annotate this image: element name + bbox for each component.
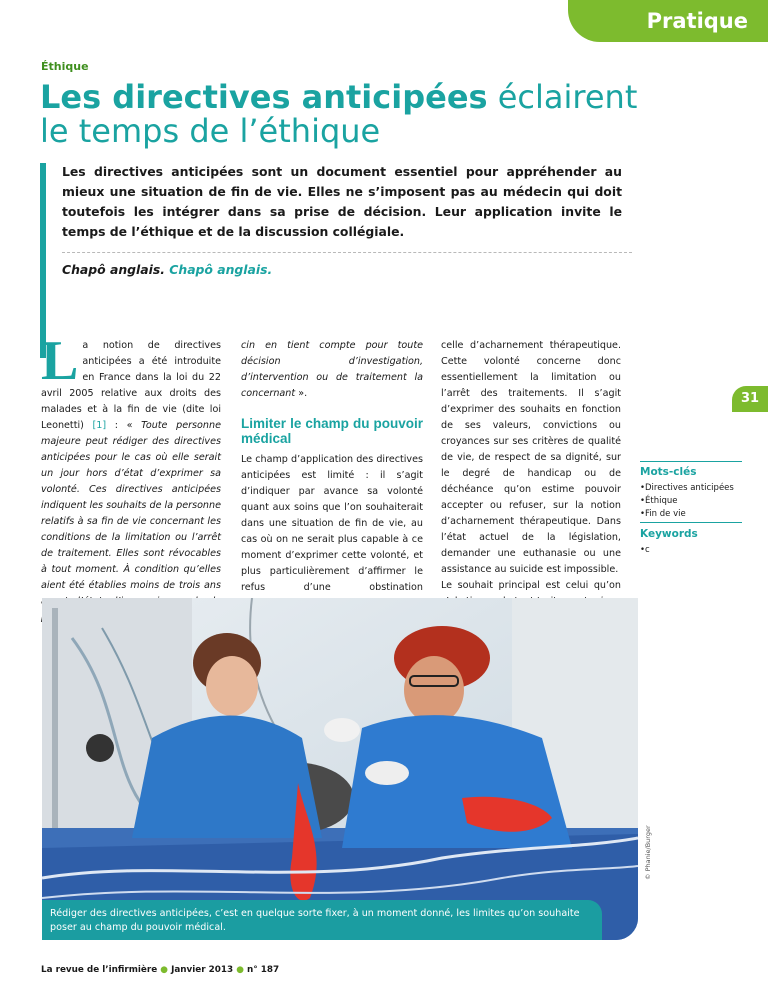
rubric-label: Éthique [41, 60, 89, 73]
keywords-box [640, 528, 742, 557]
article-title [40, 80, 680, 148]
lead-accent-bar [40, 163, 46, 358]
abstract-part-1: Chapô anglais. [62, 262, 165, 277]
mots-cles-title: Mots-clés [640, 466, 697, 478]
title-second-line: le temps de l’éthique [40, 112, 381, 150]
page-footer [41, 965, 279, 975]
issue-number: n° 187 [246, 965, 280, 975]
lead-paragraph: Les directives anticipées sont un document essentiel pour appréhender au mieux une situation de fin de vie. Elles ne s’imposent pas au médecin qui doit toutefois les intégrer dans sa prise de décision. Leur application invite le temps de l’éthique et de la discussion collégiale. [62, 164, 622, 239]
col1-text-b: : « [106, 420, 142, 431]
abstract-part-2: Chapô anglais. [164, 262, 273, 277]
footer-separator-dot: ● [236, 965, 244, 975]
col3-text-a: celle d’acharnement thérapeutique. Cette volonté concerne donc essentiellement la limitation ou l’arrêt des traitements. Il s’agit d’exprimer des souhaits en fonction de ses valeurs, convictions ou croyances sur ses critères de qualité de vie, de respect de sa dignité, sur le degré de handicap ou de déchéance qu’on estime pouvoir accepter ou refuser, sur la notion d’acharnement thérapeutique. Dans l’état actuel de la législation, demander une euthanasie ou une assistance au suicide est impossible. [441, 340, 621, 575]
keyword-item: • Directives anticipées [640, 482, 742, 495]
footer-separator-dot: ● [160, 965, 168, 975]
dashed-separator [62, 252, 632, 253]
photo-illustration [42, 598, 638, 940]
title-bold-part: Les directives anticipées [40, 78, 488, 116]
section-subheading: Limiter le champ du pouvoir médical [241, 416, 423, 446]
mots-cles-list [640, 482, 742, 521]
keyword-item: • Éthique [640, 495, 742, 508]
sidebar-rule-middle [640, 522, 742, 523]
keywords-list [640, 544, 742, 557]
journal-name: La revue de l’infirmière [41, 965, 158, 975]
title-light-part: éclairent [487, 78, 638, 116]
photo-credit: © Phanie/Burger [644, 825, 652, 880]
quote-end: ». [295, 388, 308, 399]
body-column-1 [41, 330, 221, 626]
mots-cles-box [640, 466, 742, 521]
col1-text: a notion de directives anticipées a été introduite en France dans la loi du 22 avril 2005 relative aux droits des malades et à la fin de vie (dite loi Leonetti) [41, 340, 221, 431]
reference-link[interactable]: [1] [92, 420, 107, 431]
english-abstract [62, 262, 272, 277]
col2-text: Le champ d’application des directives anticipées est limité : il s’agit d’indiquer par avance sa volonté quant aux soins que l’on souhaiterait dans une situation de fin de vie, au cas où on ne serait plus capable à ce moment d’exprimer cette volonté, et plus particulièrement d’affirmer le refus d’une obstination [241, 454, 423, 593]
section-tab: Pratique [568, 0, 768, 42]
drop-cap: L [41, 330, 79, 392]
body-column-2 [241, 338, 423, 628]
law-quote-continued: cin en tient compte pour toute décision d’investigation, d’intervention ou de traitement la concernant [241, 340, 423, 399]
keywords-title: Keywords [640, 528, 698, 540]
col3-text-b: Le souhait principal est celui qu’on [441, 580, 621, 591]
page-number: 31 [732, 386, 768, 412]
law-quote: Toute personne majeure peut rédiger des directives anticipées pour le cas où elle serait un jour hors d’état d’exprimer sa volonté. Ces directives anticipées indiquent les souhaits de la personne relatifs à sa fin de vie concernant les conditions de la limitation ou l’arrêt de traitement. Elles sont révocables à tout moment. À condition qu’elles aient été établies moins de trois ans [41, 420, 221, 591]
body-column-3 [441, 338, 621, 610]
issue-date: Janvier 2013 [171, 965, 234, 975]
keyword-item: • Fin de vie [640, 508, 742, 521]
keyword-item: • c [640, 544, 742, 557]
photo-caption: Rédiger des directives anticipées, c’est en quelque sorte fixer, à un moment donné, les limites qu’on souhaite poser au champ du pouvoir médical. [42, 900, 602, 940]
article-photo [42, 598, 638, 940]
sidebar-rule-top [640, 461, 742, 462]
